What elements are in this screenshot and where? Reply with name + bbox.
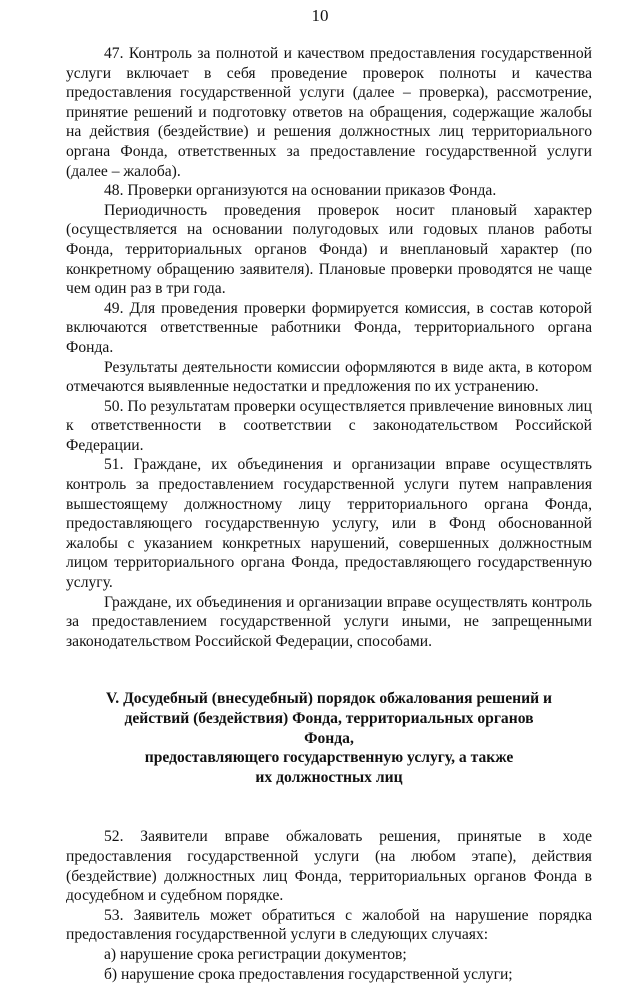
list-item-b: б) нарушение срока предоставления государственной услуги;: [104, 965, 513, 983]
section-v-heading: [66, 689, 592, 787]
document-body: [66, 44, 592, 984]
paragraph-47: 47. Контроль за полнотой и качеством предоставления государственной услуги включает в себя проведение проверок полноты и качества предоставления государственной услуги (далее – проверка), рассмотрение, принятие решений и подготовку ответов на обращения, содержащие жалобы на действия (бездействие) и решения должностных лиц территориального органа Фонда, ответственных за предоставление государственной услуги (далее – жалоба).: [66, 45, 592, 180]
page-number: 10: [311, 6, 329, 25]
paragraph-49: 49. Для проведения проверки формируется комиссия, в состав которой включаются ответственные работники Фонда, территориального органа Фонда.: [66, 299, 592, 356]
paragraph-51: 51. Граждане, их объединения и организации вправе осуществлять контроль за предоставлением государственной услуги путем направления вышестоящему должностному лицу территориального органа Фонда, предоставляющего государственную услугу, или в Фонд обоснованной жалобы с указанием конкретных нарушений, совершенных должностным лицом территориального органа Фонда, предоставляющего государственную услугу.: [66, 456, 592, 592]
section-heading-line: V. Досудебный (внесудебный) порядок обжалования решений и: [106, 690, 552, 708]
paragraph-53: 53. Заявитель может обратиться с жалобой на нарушение порядка предоставления государственной услуги в следующих случаях:: [66, 906, 592, 944]
section-heading-line: предоставляющего государственную услугу, а также: [144, 749, 514, 767]
paragraph-50: 50. По результатам проверки осуществляется привлечение виновных лиц к ответственности в соответствии с законодательством Российской Федерации.: [66, 397, 592, 454]
section-heading-line: их должностных лиц: [255, 768, 403, 786]
section-heading-line: действий (бездействия) Фонда, территориальных органов Фонда,: [124, 710, 534, 747]
list-item-a: а) нарушение срока регистрации документов;: [104, 945, 407, 963]
paragraph-citizens-control: Граждане, их объединения и организации вправе осуществлять контроль за предоставлением государственной услуги иными, не запрещенными законодательством Российской Федерации, способами.: [66, 593, 592, 650]
paragraph-periodicity: Периодичность проведения проверок носит плановый характер (осуществляется на основании полугодовых или годовых планов работы Фонда, территориальных органов Фонда) и внеплановый характер (по конкретному обращению заявителя). Плановые проверки проводятся не чаще чем один раз в три года.: [66, 201, 592, 298]
paragraph-48: 48. Проверки организуются на основании приказов Фонда.: [104, 182, 497, 200]
paragraph-52: 52. Заявители вправе обжаловать решения, принятые в ходе предоставления государственной услуги (на любом этапе), действия (бездействие) должностных лиц Фонда, территориальных органов Фонда в досудебном и судебном порядке.: [66, 828, 592, 905]
paragraph-commission-results: Результаты деятельности комиссии оформляются в виде акта, в котором отмечаются выявленные недостатки и предложения по их устранению.: [66, 358, 592, 396]
